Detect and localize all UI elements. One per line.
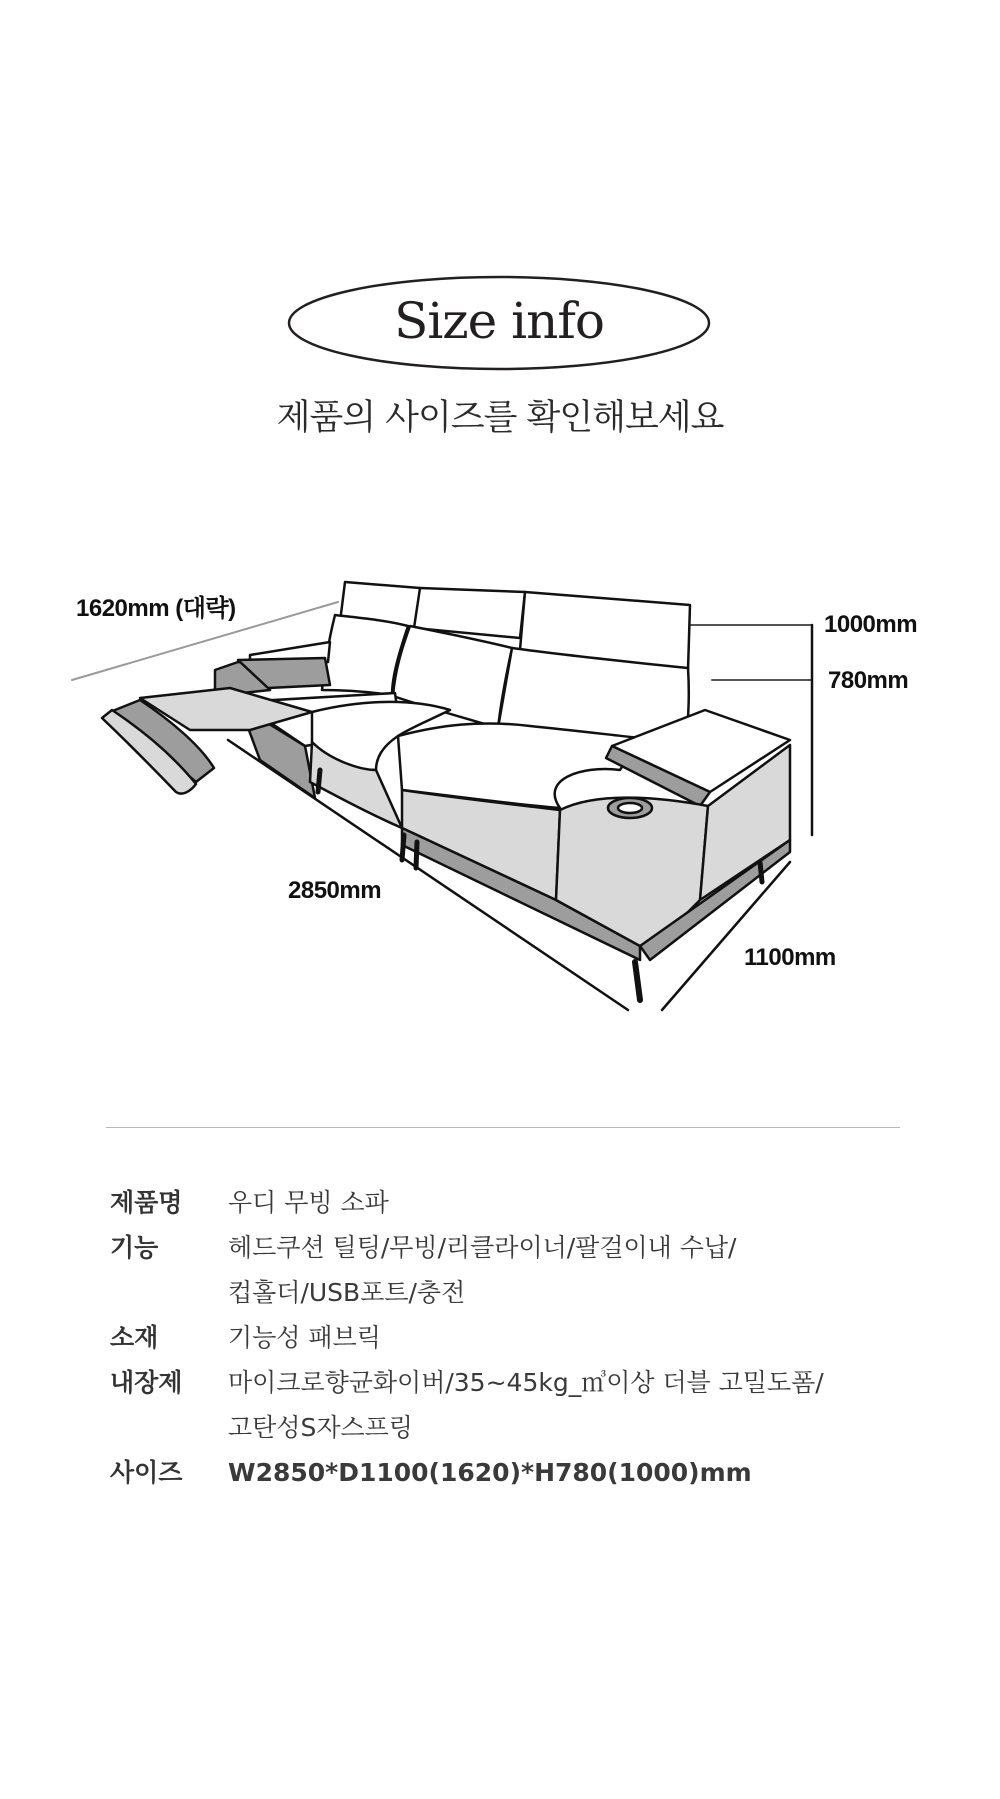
spec-value xyxy=(228,1225,736,1315)
spec-row-size xyxy=(110,1450,910,1495)
dimension-depth: 1100mm xyxy=(744,944,836,971)
page-title: Size info xyxy=(394,292,604,350)
spec-value xyxy=(228,1315,381,1360)
dimension-height-seat-back: 780mm xyxy=(828,667,909,694)
spec-row-interior xyxy=(110,1360,910,1450)
spec-label: 사이즈 xyxy=(110,1458,183,1487)
page-subtitle: 제품의 사이즈를 확인해보세요 xyxy=(276,398,724,438)
spec-row-material xyxy=(110,1315,910,1360)
spec-value xyxy=(228,1450,752,1495)
spec-row-function xyxy=(110,1225,910,1315)
spec-value-line: 우디 무빙 소파 xyxy=(228,1188,389,1217)
dimension-width: 2850mm xyxy=(288,877,382,904)
dimension-depth-extended: 1620mm (대략) xyxy=(76,595,236,622)
spec-value xyxy=(228,1360,824,1450)
spec-label: 제품명 xyxy=(110,1188,183,1217)
section-divider xyxy=(106,1127,900,1128)
dimension-height-total: 1000mm xyxy=(824,611,918,638)
spec-value-line: 고탄성S자스프링 xyxy=(228,1413,413,1442)
spec-label: 내장제 xyxy=(110,1368,183,1397)
spec-label: 소재 xyxy=(110,1323,159,1352)
spec-value-line: 헤드쿠션 틸팅/무빙/리클라이너/팔걸이내 수납/ xyxy=(228,1233,737,1262)
spec-value-line: 컵홀더/USB포트/충전 xyxy=(228,1278,466,1307)
spec-table xyxy=(110,1180,910,1495)
spec-row-product-name xyxy=(110,1180,910,1225)
spec-value-line: 마이크로향균화이버/35~45kg_㎥이상 더블 고밀도폼/ xyxy=(228,1368,824,1397)
spec-value-line: W2850*D1100(1620)*H780(1000)mm xyxy=(228,1458,752,1487)
spec-value-line: 기능성 패브릭 xyxy=(228,1323,381,1352)
spec-label: 기능 xyxy=(110,1233,159,1262)
spec-value xyxy=(228,1180,389,1225)
